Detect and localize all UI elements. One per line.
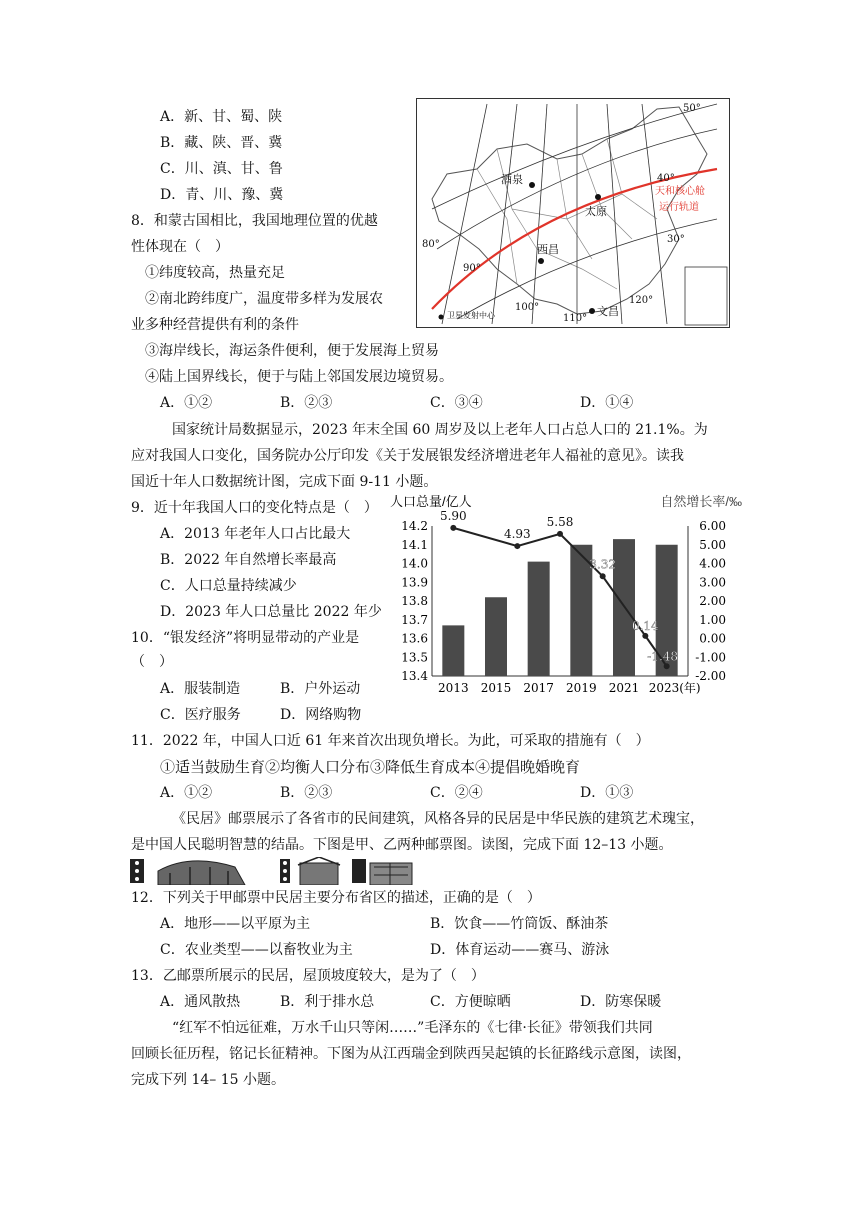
intro-12-13-line1: 《民居》邮票展示了各省市的民间建筑，风格各异的民居是中华民族的建筑艺术瑰宝，	[172, 811, 704, 827]
population-bar	[485, 597, 507, 676]
left-tick-label: 14.0	[401, 556, 428, 571]
q9-option-d[interactable]: D．2023 年人口总量比 2022 年少	[160, 604, 382, 620]
q8-option-d[interactable]: D．①④	[580, 395, 634, 411]
q7-option-d[interactable]: D．青、川、豫、冀	[160, 187, 284, 203]
x-tick-label: 2013	[438, 681, 469, 695]
q8-statement-4: ④陆上国界线长，便于与陆上邻国发展边境贸易。	[145, 369, 453, 385]
q10-option-a[interactable]: A．服装制造	[160, 681, 241, 697]
q13-option-a[interactable]: A．通风散热	[160, 994, 241, 1010]
x-tick-label: 2021	[608, 681, 640, 695]
intro-12-13-line2: 是中国人民聪明智慧的结晶。下图是甲、乙两种邮票图。读图，完成下面 12–13 小题。	[131, 837, 673, 853]
stamp-jia-yurt	[158, 861, 245, 885]
x-tick-label: 2023(年)	[648, 681, 701, 695]
q11-stem: 11．2022 年，中国人口近 61 年来首次出现负增长。为此，可采取的措施有（ ）	[131, 733, 650, 749]
intro-9-11-line1: 国家统计局数据显示，2023 年末全国 60 周岁及以上老年人口占总人口的 21.1%。为	[172, 422, 708, 438]
q10-option-c[interactable]: C．医疗服务	[160, 707, 241, 723]
q8-statement-3: ③海岸线长，海运条件便利，便于发展海上贸易	[145, 343, 439, 359]
china-launch-sites-map	[416, 98, 730, 328]
right-tick-label: 4.00	[699, 556, 726, 571]
q10-stem: 10．“银发经济”将明显带动的产业是	[131, 630, 360, 646]
q7-option-b[interactable]: B．藏、陕、晋、冀	[160, 135, 283, 151]
q11-measures: ①适当鼓励生育②均衡人口分布③降低生育成本④提倡晚婚晚育	[160, 758, 581, 776]
left-tick-label: 14.1	[401, 537, 428, 552]
right-tick-label: 0.00	[699, 631, 726, 646]
x-tick-label: 2015	[480, 681, 512, 695]
xichang-dot	[538, 258, 544, 264]
x-tick-label: 2019	[566, 681, 597, 695]
left-tick-label: 13.5	[401, 650, 428, 665]
x-tick-label: 2017	[523, 681, 554, 695]
right-axis-label: 自然增长率/‰	[660, 494, 742, 509]
q8-statement-1: ①纬度较高，热量充足	[145, 265, 285, 281]
growth-rate-point	[600, 573, 606, 579]
growth-rate-label: 5.58	[546, 514, 574, 529]
label-orbit-1: 天和核心舱	[655, 186, 705, 197]
q8-option-b[interactable]: B．②③	[280, 395, 333, 411]
label-lon-100: 100°	[515, 302, 540, 313]
right-tick-label: -2.00	[695, 669, 726, 683]
q12-option-d[interactable]: D．体育运动——赛马、游泳	[430, 942, 610, 958]
jiuquan-dot	[529, 182, 535, 188]
intro-9-11-line2: 应对我国人口变化，国务院办公厅印发《关于发展银发经济增进老年人福祉的意见》。读我	[131, 448, 684, 464]
left-tick-label: 13.6	[401, 631, 428, 646]
wenchang-dot	[589, 308, 595, 314]
legend-launch-center: 卫星发射中心	[447, 311, 495, 320]
growth-rate-label: 3.32	[589, 557, 617, 572]
left-tick-label: 13.9	[401, 575, 428, 590]
q8-option-a[interactable]: A．①②	[160, 395, 213, 411]
intro-14-15-line2: 回顾长征历程，铭记长征精神。下图为从江西瑞金到陕西吴起镇的长征路线示意图，读图，	[131, 1046, 691, 1062]
q9-option-a[interactable]: A．2013 年老年人口占比最大	[160, 526, 351, 542]
q8-statement-2: ②南北跨纬度广，温度带多样为发展农	[145, 291, 383, 307]
q7-option-c[interactable]: C．川、滇、甘、鲁	[160, 161, 283, 177]
left-tick-label: 14.2	[401, 519, 428, 533]
label-orbit-2: 运行轨道	[659, 202, 699, 213]
q11-option-b[interactable]: B．②③	[280, 785, 333, 801]
q13-stem: 13．乙邮票所展示的民居，屋顶坡度较大，是为了（ ）	[131, 968, 485, 984]
q10-paren: （ ）	[131, 654, 173, 670]
q8-statement-2-cont: 业多种经营提供有利的条件	[131, 317, 299, 333]
growth-rate-label: 0.14	[631, 618, 659, 633]
q8-option-c[interactable]: C．③④	[430, 395, 483, 411]
q7-option-a[interactable]: A．新、甘、蜀、陕	[160, 109, 283, 125]
q9-option-b[interactable]: B．2022 年自然增长率最高	[160, 552, 337, 568]
left-tick-label: 13.7	[401, 612, 428, 627]
intro-14-15-line1: “红军不怕远征难，万水千山只等闲……”毛泽东的《七律·长征》带领我们共同	[172, 1020, 653, 1036]
growth-rate-point	[514, 543, 520, 549]
q13-option-b[interactable]: B．利于排水总	[280, 994, 375, 1010]
right-tick-label: 1.00	[699, 612, 726, 627]
taiyuan-dot	[595, 194, 601, 200]
q11-option-a[interactable]: A．①②	[160, 785, 213, 801]
q12-option-b[interactable]: B．饮食——竹筒饭、酥油茶	[430, 916, 609, 932]
label-jiuquan: 酒泉	[501, 173, 523, 186]
population-chart-svg	[388, 492, 744, 702]
stamps-graphic	[130, 857, 415, 885]
label-xichang: 西昌	[537, 243, 559, 256]
q9-stem: 9．近十年我国人口的变化特点是（ ）	[131, 500, 378, 516]
population-bar	[442, 625, 464, 676]
population-chart	[388, 492, 744, 702]
growth-rate-label: -1.48	[647, 649, 679, 664]
label-lon-120: 120°	[629, 295, 654, 306]
growth-rate-point	[642, 633, 648, 639]
label-lat-30: 30°	[667, 234, 685, 245]
q10-option-d[interactable]: D．网络购物	[280, 707, 362, 723]
stamps-image	[130, 857, 415, 885]
q9-option-c[interactable]: C．人口总量持续减少	[160, 578, 297, 594]
label-lat-50: 50°	[683, 103, 701, 114]
label-lat-40: 40°	[657, 173, 675, 184]
right-tick-label: -1.00	[695, 650, 726, 665]
right-tick-label: 6.00	[699, 519, 726, 533]
q10-option-b[interactable]: B．户外运动	[280, 681, 361, 697]
q13-option-d[interactable]: D．防寒保暖	[580, 994, 662, 1010]
q11-option-d[interactable]: D．①③	[580, 785, 634, 801]
left-tick-label: 13.8	[401, 594, 428, 608]
q13-option-c[interactable]: C．方便晾晒	[430, 994, 511, 1010]
intro-14-15-line3: 完成下列 14– 15 小题。	[131, 1072, 285, 1088]
label-lon-80: 80°	[422, 239, 440, 250]
label-taiyuan: 太原	[585, 205, 607, 218]
growth-rate-point	[557, 531, 563, 537]
right-tick-label: 3.00	[699, 575, 726, 590]
intro-9-11-line3: 国近十年人口数据统计图，完成下面 9-11 小题。	[131, 474, 438, 490]
left-axis-label: 人口总量/亿人	[390, 494, 472, 509]
q8-stem-line2: 性体现在（ ）	[131, 239, 229, 255]
growth-rate-label: 5.90	[439, 508, 467, 523]
population-bar	[528, 562, 550, 676]
stamp-yi-house	[300, 863, 338, 885]
label-lon-90: 90°	[463, 263, 481, 274]
stamp-yi-house-2	[370, 863, 412, 885]
q11-option-c[interactable]: C．②④	[430, 785, 483, 801]
growth-rate-point	[450, 525, 456, 531]
growth-rate-point	[664, 663, 670, 669]
label-lon-110: 110°	[563, 313, 588, 324]
label-wenchang: 文昌	[597, 305, 619, 318]
right-tick-label: 2.00	[699, 594, 726, 608]
left-tick-label: 13.4	[401, 669, 428, 683]
right-tick-label: 5.00	[699, 537, 726, 552]
q12-option-c[interactable]: C．农业类型——以畜牧业为主	[160, 942, 353, 958]
q8-stem-line1: 8．和蒙古国相比，我国地理位置的优越	[131, 213, 378, 229]
q12-stem: 12．下列关于甲邮票中民居主要分布省区的描述，正确的是（ ）	[131, 890, 541, 906]
q12-option-a[interactable]: A．地形——以平原为主	[160, 916, 311, 932]
growth-rate-label: 4.93	[503, 527, 531, 542]
legend-dot	[439, 315, 444, 320]
south-china-sea-inset	[685, 267, 727, 325]
